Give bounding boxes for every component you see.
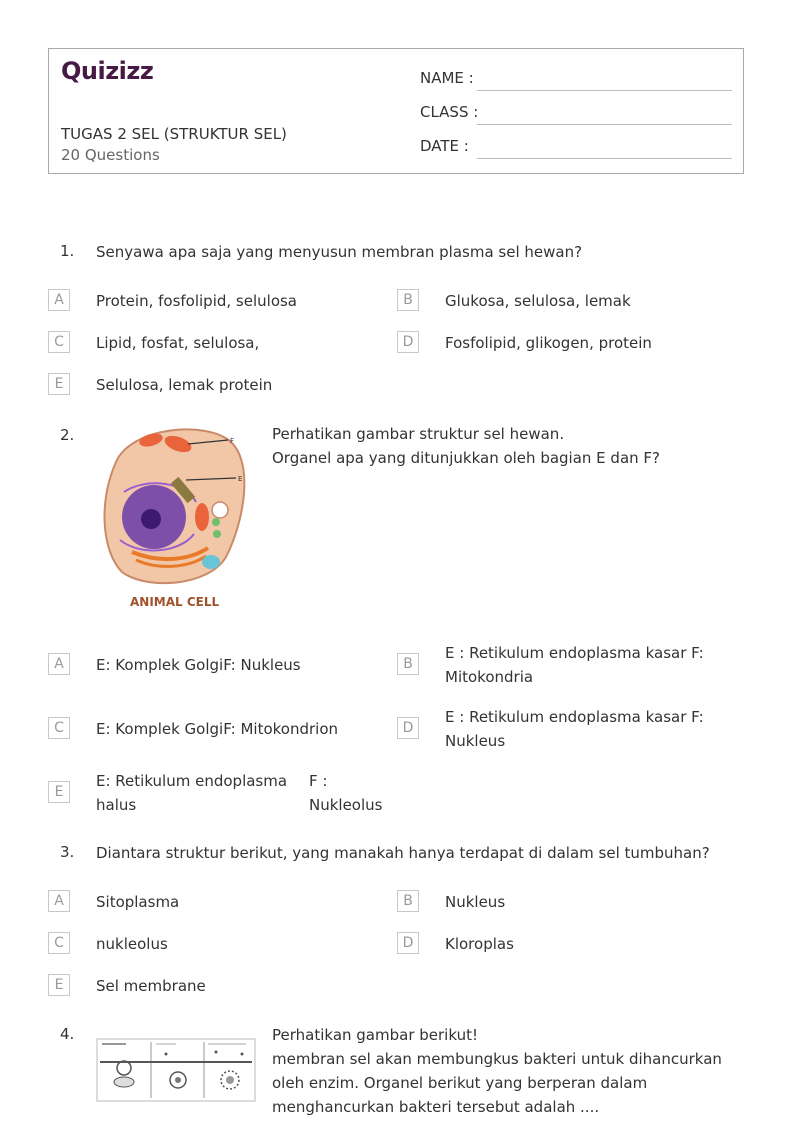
question-number: 2.	[60, 426, 75, 444]
option-text: nukleolus	[96, 935, 168, 953]
question-text-line: Perhatikan gambar struktur sel hewan.	[272, 425, 565, 443]
option-text	[96, 769, 287, 817]
option-text-line: E : Retikulum endoplasma kasar F:	[445, 708, 704, 726]
option-text: Selulosa, lemak protein	[96, 376, 273, 394]
animal-cell-image	[96, 422, 256, 614]
option-letter-box[interactable]: E	[48, 373, 70, 395]
class-field[interactable]	[477, 123, 732, 125]
option-letter-box[interactable]: D	[397, 717, 419, 739]
option-letter-box[interactable]: D	[397, 331, 419, 353]
option-letter-box[interactable]: A	[48, 890, 70, 912]
option-text-line: E: Retikulum endoplasma	[96, 772, 288, 790]
question-number: 3.	[60, 843, 75, 861]
option-letter-box[interactable]: B	[397, 653, 419, 675]
name-field[interactable]	[477, 89, 732, 91]
question-text-line: oleh enzim. Organel berikut yang berperan dalam	[272, 1074, 648, 1092]
question-text-line: Perhatikan gambar berikut!	[272, 1026, 478, 1044]
question-text	[272, 1023, 742, 1119]
phagocytosis-diagram	[96, 1038, 256, 1102]
class-label: CLASS :	[420, 103, 479, 121]
nucleolus	[141, 509, 161, 529]
option-letter-box[interactable]: B	[397, 289, 419, 311]
option-letter-box[interactable]: D	[397, 932, 419, 954]
name-label: NAME :	[420, 69, 474, 87]
quizizz-logo: Quizizz	[61, 57, 154, 85]
option-letter-box[interactable]: C	[48, 331, 70, 353]
option-text	[445, 705, 704, 753]
option-text: Nukleus	[445, 893, 506, 911]
option-text: Glukosa, selulosa, lemak	[445, 292, 631, 310]
question-count: 20 Questions	[61, 146, 160, 164]
option-letter-box[interactable]: A	[48, 653, 70, 675]
question-text-line: menghancurkan bakteri tersebut adalah ....	[272, 1098, 600, 1116]
option-text: Fosfolipid, glikogen, protein	[445, 334, 652, 352]
option-text: Sitoplasma	[96, 893, 180, 911]
option-text-line: F :	[309, 772, 328, 790]
option-text-line: Nukleus	[445, 732, 506, 750]
option-text-line: E : Retikulum endoplasma kasar F:	[445, 644, 704, 662]
option-text: E: Komplek GolgiF: Mitokondrion	[96, 720, 339, 738]
date-field[interactable]	[477, 157, 732, 159]
image-caption: ANIMAL CELL	[130, 595, 220, 609]
option-text: Kloroplas	[445, 935, 514, 953]
label-e: E	[238, 475, 243, 483]
option-text-line: Nukleolus	[309, 796, 383, 814]
option-letter-box[interactable]: C	[48, 717, 70, 739]
option-text-line: halus	[96, 796, 137, 814]
question-text: Diantara struktur berikut, yang manakah hanya terdapat di dalam sel tumbuhan?	[96, 844, 710, 862]
date-label: DATE :	[420, 137, 469, 155]
mitochondrion	[195, 503, 209, 531]
option-letter-box[interactable]: B	[397, 890, 419, 912]
option-letter-box[interactable]: E	[48, 781, 70, 803]
option-text: Lipid, fosfat, selulosa,	[96, 334, 260, 352]
option-letter-box[interactable]: C	[48, 932, 70, 954]
question-text	[272, 422, 742, 470]
option-letter-box[interactable]: A	[48, 289, 70, 311]
worksheet-header	[48, 48, 744, 174]
option-letter-box[interactable]: E	[48, 974, 70, 996]
worksheet-title: TUGAS 2 SEL (STRUKTUR SEL)	[61, 125, 287, 143]
option-text	[309, 769, 382, 817]
option-text: E: Komplek GolgiF: Nukleus	[96, 656, 301, 674]
question-number: 4.	[60, 1025, 75, 1043]
question-text-line: membran sel akan membungkus bakteri untuk dihancurkan	[272, 1050, 722, 1068]
option-text: Protein, fosfolipid, selulosa	[96, 292, 297, 310]
option-text-line: Mitokondria	[445, 668, 534, 686]
label-f: F	[230, 437, 235, 445]
question-text-line: Organel apa yang ditunjukkan oleh bagian E dan F?	[272, 449, 661, 467]
option-text: Sel membrane	[96, 977, 206, 995]
option-text	[445, 641, 704, 689]
question-text: Senyawa apa saja yang menyusun membran plasma sel hewan?	[96, 243, 583, 261]
question-number: 1.	[60, 242, 75, 260]
